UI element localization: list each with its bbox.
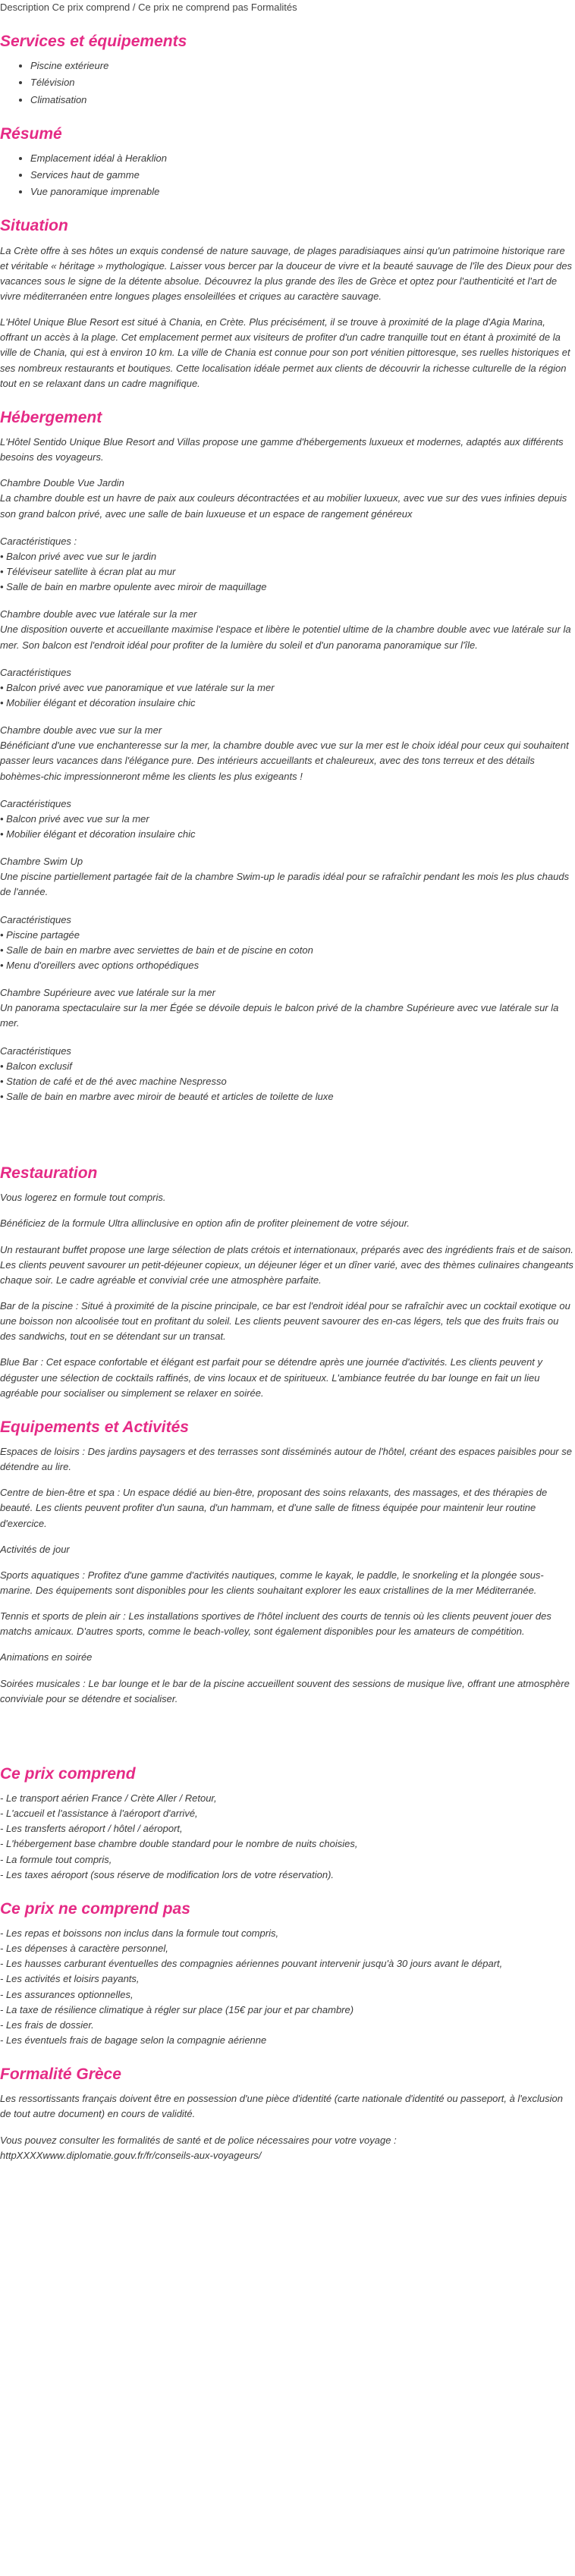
feature-item: • Balcon privé avec vue panoramique et vue latérale sur la mer xyxy=(0,681,275,693)
services-list xyxy=(0,58,575,107)
room-text: Une piscine partiellement partagée fait de la chambre Swim-up le paradis idéal pour se rafraîchir pendant les mois les plus chauds de l'année. xyxy=(0,871,570,898)
formalite-links xyxy=(0,2133,575,2163)
list-item: - La formule tout compris, xyxy=(0,1853,112,1865)
room-features xyxy=(0,1044,575,1105)
room-text: Bénéficiant d'une vue enchanteresse sur la mer, la chambre double avec vue sur la mer est le choix idéal pour ceux qui souhaitent passer leurs vacances dans l'élégance pure. Des intérieurs accueillants et chaleureux, avec des tons terreux et des détails bohèmes-chic impressionneront même les clients les plus exigeants ! xyxy=(0,740,569,782)
section-title-situation: Situation xyxy=(0,217,68,235)
feature-item: • Balcon privé avec vue sur le jardin xyxy=(0,550,157,562)
list-item: • Climatisation xyxy=(30,93,575,108)
room-description xyxy=(0,607,575,652)
paragraph: Les ressortissants français doivent être en possession d'une pièce d'identité (carte nationale d'identité ou passeport, à l'exclusion de tout autre document) en cours de validité. xyxy=(0,2093,563,2120)
room-features xyxy=(0,665,575,711)
paragraph: L'Hôtel Sentido Unique Blue Resort and Villas propose une gamme d'hébergements luxueux et modernes, adaptés aux différents besoins des voyageurs. xyxy=(0,436,564,463)
resume-list xyxy=(0,151,575,199)
paragraph: Bénéficiez de la formule Ultra allinclusive en option afin de profiter pleinement de votre séjour. xyxy=(0,1217,410,1230)
list-item: - Les éventuels frais de bagage selon la compagnie aérienne xyxy=(0,2034,267,2047)
room-text: La chambre double est un havre de paix aux couleurs décontractées et au mobilier luxueux, avec vue sur des vues infinies depuis son grand balcon privé, avec une salle de bain luxueuse et un espace de rangement généreux xyxy=(0,492,567,520)
section-title-hebergement: Hébergement xyxy=(0,408,102,426)
section-title-resume: Résumé xyxy=(0,124,62,143)
room-text: Une disposition ouverte et accueillante maximise l'espace et libère le potentiel ultime de la chambre double avec vue latérale sur la mer. Son balcon est l'endroit idéal pour profiter de la lumière du soleil et d'un panorama panoramique sur l'île. xyxy=(0,624,571,651)
included-list xyxy=(0,1791,575,1883)
list-item: - Les assurances optionnelles, xyxy=(0,1988,134,2000)
list-item: - Les taxes aéroport (sous réserve de modification lors de votre réservation). xyxy=(0,1868,335,1880)
section-title-ce-prix-ne-comprend-pas: Ce prix ne comprend pas xyxy=(0,1899,190,1918)
paragraph: Un restaurant buffet propose une large sélection de plats crétois et internationaux, préparés avec des ingrédients frais et de saison. Les clients peuvent savourer un petit-déjeuner copieux, un déjeuner léger et un dîner varié, avec des thèmes culinaires changeants chaque soir. Le cadre agréable et convivial crée une atmosphère parfaite. xyxy=(0,1243,573,1286)
paragraph: La Crète offre à ses hôtes un exquis condensé de nature sauvage, de plages paradisiaques ainsi qu'un patrimoine historique rare et véritable « héritage » mythologique. Laisser vous bercer par la douceur de vivre et la beauté sauvage de l'île des Dieux pour des vacances sous le signe de la détente absolue. Découvrez la plus grande des îles de Grèce et optez pour l'authenticité et l'art de vivre méditerranéen entre longues plages ensoleillées et criques au caractère sauvage. xyxy=(0,244,573,302)
room-name: Chambre Double Vue Jardin xyxy=(0,477,124,489)
room-description xyxy=(0,723,575,784)
features-label: Caractéristiques xyxy=(0,913,71,925)
paragraph: Tennis et sports de plein air : Les installations sportives de l'hôtel incluent des courts de tennis où les clients peuvent jouer des matchs amicaux. D'autres sports, comme le beach-volley, sont également disponibles pour les amateurs de compétition. xyxy=(0,1610,551,1638)
section-title-ce-prix-comprend: Ce prix comprend xyxy=(0,1764,136,1783)
diplomatie-link[interactable]: httpXXXXwww.diplomatie.gouv.fr/fr/conseils-aux-voyageurs/ xyxy=(0,2149,262,2161)
paragraph: Centre de bien-être et spa : Un espace dédié au bien-être, proposant des soins relaxants, des massages, et des thérapies de beauté. Les clients peuvent profiter d'un sauna, d'un hammam, et d'une salle de fitness équipée pour maintenir leur routine d'exercice. xyxy=(0,1487,548,1529)
paragraph: Espaces de loisirs : Des jardins paysagers et des terrasses sont disséminés autour de l'hôtel, créant des espaces paisibles pour se détendre au lire. xyxy=(0,1445,572,1473)
feature-item: • Mobilier élégant et décoration insulaire chic xyxy=(0,696,196,708)
list-item: - Les activités et loisirs payants, xyxy=(0,1973,140,1985)
features-label: Caractéristiques xyxy=(0,666,71,678)
room-name: Chambre double avec vue sur la mer xyxy=(0,724,162,737)
list-item: - Le transport aérien France / Crète Aller / Retour, xyxy=(0,1792,217,1804)
feature-item: • Station de café et de thé avec machine Nespresso xyxy=(0,1075,227,1087)
subheading: Activités de jour xyxy=(0,1543,70,1555)
room-features xyxy=(0,534,575,595)
subheading: Animations en soirée xyxy=(0,1651,93,1663)
paragraph: L'Hôtel Unique Blue Resort est situé à Chania, en Crète. Plus précisément, il se trouve à proximité de la plage d'Agia Marina, offrant un accès à la plage. Cet emplacement permet aux visiteurs de profiter d'un cadre tranquille tout en étant à proximité de la ville de Chania, qui est à environ 10 km. La ville de Chania est connue pour son port vénitien pittoresque, ses ruelles historiques et ses nombreux restaurants et boutiques. Cette localisation idéale permet aux clients de découvrir la richesse culturelle de la région tout en se relaxant dans un cadre magnifique. xyxy=(0,316,570,389)
paragraph: Vous logerez en formule tout compris. xyxy=(0,1192,166,1204)
list-item: • Télévision xyxy=(30,75,575,90)
feature-item: • Salle de bain en marbre avec serviettes de bain et de piscine en coton xyxy=(0,944,313,956)
list-item: - Les transferts aéroport / hôtel / aéroport, xyxy=(0,1823,183,1835)
section-title-restauration: Restauration xyxy=(0,1164,98,1183)
features-label: Caractéristiques : xyxy=(0,535,77,547)
feature-item: • Balcon privé avec vue sur la mer xyxy=(0,812,149,825)
section-title-equipements: Equipements et Activités xyxy=(0,1418,189,1436)
room-name: Chambre Supérieure avec vue latérale sur la mer xyxy=(0,987,215,999)
feature-item: • Mobilier élégant et décoration insulaire chic xyxy=(0,828,196,840)
room-name: Chambre Swim Up xyxy=(0,856,83,868)
section-title-services: Services et équipements xyxy=(0,33,187,51)
room-features xyxy=(0,796,575,842)
spacer xyxy=(0,1717,575,1748)
list-item: • Services haut de gamme xyxy=(30,168,575,183)
features-label: Caractéristiques xyxy=(0,1045,71,1057)
list-item: • Piscine extérieure xyxy=(30,58,575,74)
room-features xyxy=(0,913,575,974)
list-item: - La taxe de résilience climatique à régler sur place (15€ par jour et par chambre) xyxy=(0,2003,354,2015)
list-item: - Les hausses carburant éventuelles des compagnies aériennes pouvant intervenir jusqu'à 30 jours avant le départ, xyxy=(0,1958,503,1970)
feature-item: • Menu d'oreillers avec options orthopédiques xyxy=(0,959,200,971)
room-description xyxy=(0,985,575,1031)
feature-item: • Salle de bain en marbre opulente avec miroir de maquillage xyxy=(0,581,267,593)
spacer xyxy=(0,1117,575,1147)
excluded-list xyxy=(0,1926,575,2048)
paragraph: Soirées musicales : Le bar lounge et le bar de la piscine accueillent souvent des sessions de musique live, offrant une atmosphère conviviale pour se détendre et socialiser. xyxy=(0,1677,570,1704)
section-title-formalite: Formalité Grèce xyxy=(0,2066,121,2084)
list-item: - Les dépenses à caractère personnel, xyxy=(0,1943,168,1955)
feature-item: • Piscine partagée xyxy=(0,928,80,941)
feature-item: • Téléviseur satellite à écran plat au mur xyxy=(0,565,176,577)
room-name: Chambre double avec vue latérale sur la mer xyxy=(0,608,197,620)
paragraph: Sports aquatiques : Profitez d'une gamme d'activités nautiques, comme le kayak, le paddle, le snorkeling et la plongée sous-marine. Des équipements sont disponibles pour les clients souhaitant explorer les eaux cristallines de la mer Méditerranée. xyxy=(0,1569,544,1596)
paragraph: Vous pouvez consulter les formalités de santé et de police nécessaires pour votre voyage : xyxy=(0,2134,397,2146)
list-item: - Les repas et boissons non inclus dans la formule tout compris, xyxy=(0,1927,279,1940)
room-description xyxy=(0,476,575,521)
room-description xyxy=(0,854,575,900)
room-text: Un panorama spectaculaire sur la mer Égée se dévoile depuis le balcon privé de la chambre Supérieure avec vue latérale sur la mer. xyxy=(0,1002,559,1029)
paragraph: Bar de la piscine : Situé à proximité de la piscine principale, ce bar est l'endroit idéal pour se rafraîchir avec un cocktail exotique ou une boisson non alcoolisée tout en profitant du soleil. Les clients peuvent savourer des en-cas légers, tels que des fruits frais ou des sandwichs, tout en se détendant sur un transat. xyxy=(0,1299,570,1343)
feature-item: • Salle de bain en marbre avec miroir de beauté et articles de toilette de luxe xyxy=(0,1090,334,1102)
features-label: Caractéristiques xyxy=(0,797,71,809)
list-item: - Les frais de dossier. xyxy=(0,2018,94,2031)
breadcrumb: Description Ce prix comprend / Ce prix ne comprend pas Formalités xyxy=(0,2,297,13)
list-item: - L'hébergement base chambre double standard pour le nombre de nuits choisies, xyxy=(0,1838,358,1850)
feature-item: • Balcon exclusif xyxy=(0,1060,72,1072)
paragraph: Blue Bar : Cet espace confortable et élégant est parfait pour se détendre après une journée d'activités. Les clients peuvent y déguster une sélection de cocktails raffinés, de vins locaux et de spiritueux. L'ambiance feutrée du bar lounge en fait un lieu agréable pour socialiser ou simplement se relaxer en soirée. xyxy=(0,1356,543,1399)
list-item: • Emplacement idéal à Heraklion xyxy=(30,151,575,166)
list-item: • Vue panoramique imprenable xyxy=(30,184,575,199)
list-item: - L'accueil et l'assistance à l'aéroport d'arrivé, xyxy=(0,1808,198,1820)
